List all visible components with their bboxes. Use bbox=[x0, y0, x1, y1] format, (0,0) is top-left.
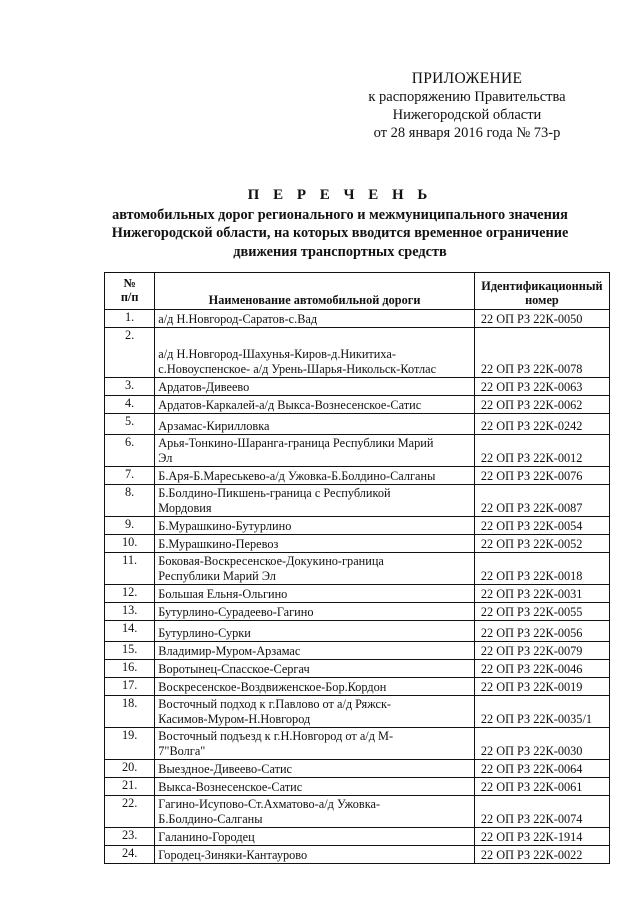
appendix-line-2: Нижегородской области bbox=[392, 107, 542, 123]
road-code: 22 ОП РЗ 22К-0035/1 bbox=[474, 696, 609, 728]
road-name: а/д Н.Новгород-Шахунья-Киров-д.Никитиха- с.Новоуспенское- а/д Урень-Шарья-Никольск-Котлас bbox=[155, 328, 475, 378]
row-number: 21. bbox=[105, 778, 155, 796]
table-row bbox=[105, 414, 610, 435]
header-code: Идентификационный номер bbox=[474, 273, 609, 310]
road-code: 22 ОП РЗ 22К-0018 bbox=[474, 553, 609, 585]
table-row bbox=[105, 378, 610, 396]
header-name: Наименование автомобильной дороги bbox=[155, 273, 475, 310]
row-number: 3. bbox=[105, 378, 155, 396]
road-name: Боковая-Воскресенское-Докукино-граница Республики Марий Эл bbox=[155, 553, 475, 585]
table-header-row bbox=[105, 273, 610, 310]
road-name: Восточный подход к г.Павлово от а/д Ряжск- Касимов-Муром-Н.Новгород bbox=[155, 696, 475, 728]
road-code: 22 ОП РЗ 22К-0012 bbox=[474, 435, 609, 467]
road-code: 22 ОП РЗ 22К-0087 bbox=[474, 485, 609, 517]
table-row bbox=[105, 696, 610, 728]
road-name: Б.Мурашкино-Бутурлино bbox=[155, 517, 475, 535]
table-row bbox=[105, 396, 610, 414]
row-number: 17. bbox=[105, 678, 155, 696]
road-name: Б.Мурашкино-Перевоз bbox=[155, 535, 475, 553]
row-number: 15. bbox=[105, 642, 155, 660]
table-row bbox=[105, 553, 610, 585]
row-number: 9. bbox=[105, 517, 155, 535]
road-name: Арья-Тонкино-Шаранга-граница Республики Марий Эл bbox=[155, 435, 475, 467]
row-number: 8. bbox=[105, 485, 155, 517]
table-row bbox=[105, 467, 610, 485]
row-number: 2. bbox=[105, 328, 155, 378]
road-code: 22 ОП РЗ 22К-0062 bbox=[474, 396, 609, 414]
row-number: 1. bbox=[105, 310, 155, 328]
road-name: Владимир-Муром-Арзамас bbox=[155, 642, 475, 660]
row-number: 19. bbox=[105, 728, 155, 760]
table-row bbox=[105, 328, 610, 378]
table-row bbox=[105, 517, 610, 535]
document-heading bbox=[70, 186, 610, 261]
row-number: 13. bbox=[105, 603, 155, 621]
road-name: Бутурлино-Сурадеево-Гагино bbox=[155, 603, 475, 621]
road-name: Восточный подъезд к г.Н.Новгород от а/д М- 7"Волга" bbox=[155, 728, 475, 760]
road-code: 22 ОП РЗ 22К-0046 bbox=[474, 660, 609, 678]
road-name: Ардатов-Дивеево bbox=[155, 378, 475, 396]
table-row bbox=[105, 310, 610, 328]
road-name: Городец-Зиняки-Кантаурово bbox=[155, 846, 475, 864]
road-name: Воскресенское-Воздвиженское-Бор.Кордон bbox=[155, 678, 475, 696]
row-number: 23. bbox=[105, 828, 155, 846]
table-row bbox=[105, 778, 610, 796]
table-row bbox=[105, 828, 610, 846]
road-code: 22 ОП РЗ 22К-0242 bbox=[474, 414, 609, 435]
road-code: 22 ОП РЗ 22К-0054 bbox=[474, 517, 609, 535]
road-name: Выездное-Дивеево-Сатис bbox=[155, 760, 475, 778]
road-code: 22 ОП РЗ 22К-0055 bbox=[474, 603, 609, 621]
heading-line-1: автомобильных дорог регионального и межмуниципального значения bbox=[112, 206, 568, 223]
road-name: Арзамас-Кирилловка bbox=[155, 414, 475, 435]
row-number: 24. bbox=[105, 846, 155, 864]
row-number: 11. bbox=[105, 553, 155, 585]
row-number: 10. bbox=[105, 535, 155, 553]
road-code: 22 ОП РЗ 22К-0063 bbox=[474, 378, 609, 396]
road-code: 22 ОП РЗ 22К-0061 bbox=[474, 778, 609, 796]
road-name: Галанино-Городец bbox=[155, 828, 475, 846]
heading-line-2: Нижегородской области, на которых вводится временное ограничение bbox=[111, 225, 569, 241]
row-number: 6. bbox=[105, 435, 155, 467]
row-number: 12. bbox=[105, 585, 155, 603]
table-row bbox=[105, 728, 610, 760]
table-row bbox=[105, 621, 610, 642]
table-row bbox=[105, 585, 610, 603]
table-row bbox=[105, 535, 610, 553]
row-number: 4. bbox=[105, 396, 155, 414]
road-code: 22 ОП РЗ 22К-0019 bbox=[474, 678, 609, 696]
appendix-line-3: от 28 января 2016 года № 73-р bbox=[373, 125, 561, 141]
heading-line-3: движения транспортных средств bbox=[233, 243, 447, 260]
road-code: 22 ОП РЗ 22К-0052 bbox=[474, 535, 609, 553]
road-code: 22 ОП РЗ 22К-0022 bbox=[474, 846, 609, 864]
road-code: 22 ОП РЗ 22К-0076 bbox=[474, 467, 609, 485]
table-row bbox=[105, 485, 610, 517]
road-code: 22 ОП РЗ 22К-0031 bbox=[474, 585, 609, 603]
row-number: 18. bbox=[105, 696, 155, 728]
roads-table bbox=[104, 272, 610, 864]
heading-word: П Е Р Е Ч Е Н Ь bbox=[247, 187, 433, 203]
row-number: 7. bbox=[105, 467, 155, 485]
table-body bbox=[105, 310, 610, 864]
road-code: 22 ОП РЗ 22К-0079 bbox=[474, 642, 609, 660]
road-code: 22 ОП РЗ 22К-0078 bbox=[474, 328, 609, 378]
road-code: 22 ОП РЗ 22К-0056 bbox=[474, 621, 609, 642]
appendix-line-1: к распоряжению Правительства bbox=[368, 89, 566, 105]
road-code: 22 ОП РЗ 22К-0050 bbox=[474, 310, 609, 328]
header-num: № п/п bbox=[105, 273, 155, 310]
road-name: Выкса-Вознесенское-Сатис bbox=[155, 778, 475, 796]
row-number: 16. bbox=[105, 660, 155, 678]
road-name: Воротынец-Спасское-Сергач bbox=[155, 660, 475, 678]
appendix-block bbox=[342, 70, 592, 142]
row-number: 5. bbox=[105, 414, 155, 435]
table-row bbox=[105, 642, 610, 660]
road-name: Б.Аря-Б.Мареськево-а/д Ужовка-Б.Болдино-Салганы bbox=[155, 467, 475, 485]
table-row bbox=[105, 678, 610, 696]
table-row bbox=[105, 796, 610, 828]
row-number: 20. bbox=[105, 760, 155, 778]
row-number: 14. bbox=[105, 621, 155, 642]
road-name: Бутурлино-Сурки bbox=[155, 621, 475, 642]
road-name: Гагино-Исупово-Ст.Ахматово-а/д Ужовка- Б.Болдино-Салганы bbox=[155, 796, 475, 828]
road-name: Б.Болдино-Пикшень-граница с Республикой Мордовия bbox=[155, 485, 475, 517]
road-name: Большая Ельня-Ольгино bbox=[155, 585, 475, 603]
row-number: 22. bbox=[105, 796, 155, 828]
road-name: а/д Н.Новгород-Саратов-с.Вад bbox=[155, 310, 475, 328]
road-code: 22 ОП РЗ 22К-0064 bbox=[474, 760, 609, 778]
table-row bbox=[105, 603, 610, 621]
road-code: 22 ОП РЗ 22К-0074 bbox=[474, 796, 609, 828]
table-row bbox=[105, 846, 610, 864]
road-name: Ардатов-Каркалей-а/д Выкса-Вознесенское-Сатис bbox=[155, 396, 475, 414]
table-row bbox=[105, 435, 610, 467]
road-code: 22 ОП РЗ 22К-0030 bbox=[474, 728, 609, 760]
appendix-title: ПРИЛОЖЕНИЕ bbox=[411, 70, 523, 87]
table-row bbox=[105, 660, 610, 678]
table-row bbox=[105, 760, 610, 778]
road-code: 22 ОП РЗ 22К-1914 bbox=[474, 828, 609, 846]
